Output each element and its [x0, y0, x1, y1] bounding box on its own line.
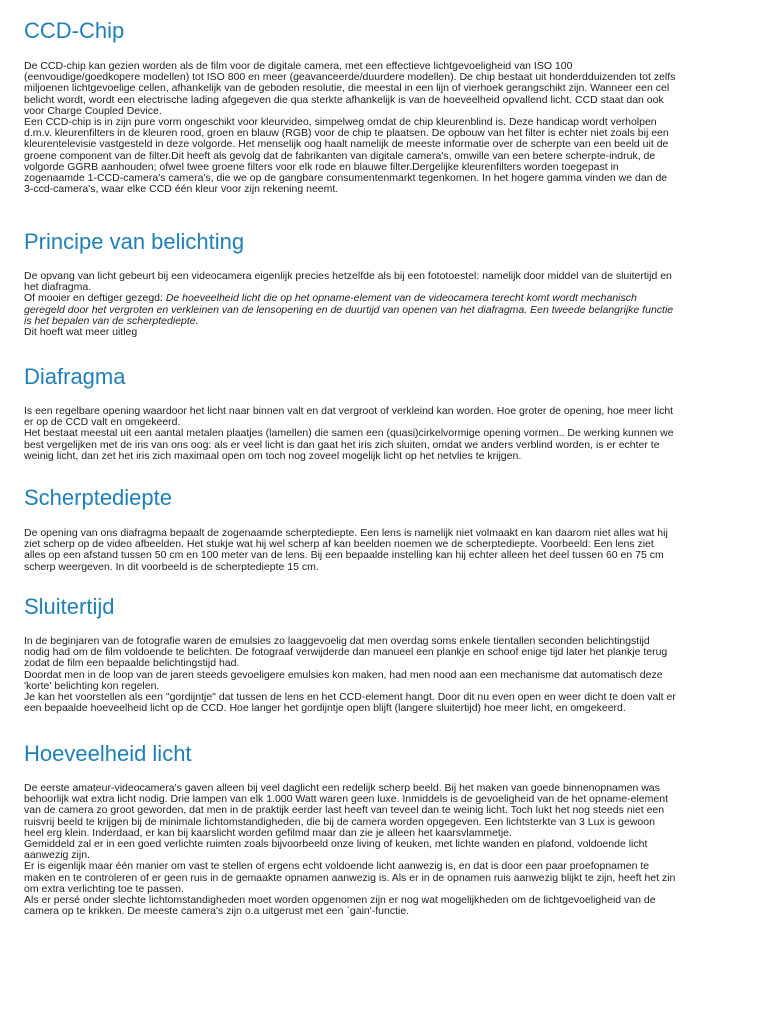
section-body-ccd-chip — [24, 61, 752, 195]
paragraph-line: volgorde GGRB aanhouden; ofwel twee groene filters voor elk rode en blauwe filter.Dergelijke kleurenfilters worden toegepast in — [24, 160, 619, 173]
paragraph-line: weinig licht, dan zet het iris zich maximaal open om toch nog zoveel mogelijk licht op het netvlies te krijgen. — [24, 449, 522, 462]
paragraph-text: Of mooier en deftiger gezegd: — [24, 292, 166, 305]
section-heading-ccd-chip: CCD-Chip — [24, 18, 125, 43]
paragraph-line: De eerste amateur-videocamera's gaven alleen bij veel daglicht een redelijk scherp beeld. Bij het maken van goede binnenopnamen was — [24, 782, 660, 794]
paragraph-line: Gemiddeld zal er in een goed verlichte ruimten zoals bijvoorbeeld onze living of keuken, met lichte wanden en plafond, voldoende licht — [24, 837, 648, 850]
section-heading-hoeveelheid-licht: Hoeveelheid licht — [24, 741, 192, 766]
paragraph-line: best vergelijken met de iris van ons oog: als er veel licht is dan gaat het iris zich sluiten, omdat we anders verblind worden, is er echter te — [24, 438, 660, 451]
paragraph-line: belicht wordt, wordt een electrische lading afgegeven die qua sterkte afhankelijk is van de hoeveelheid opvallend licht. CCD staat dan ook — [24, 93, 664, 106]
paragraph-line: Het bestaat meestal uit een aantal metalen plaatjes (lamellen) die samen een (quasi)cirkelvormige opening vormen.. De werking kunnen we — [24, 427, 674, 440]
paragraph-line: nodig had om de film voldoende te belichten. De fotograaf verwijderde dan manueel een plankje en schoof enige tijd later het plankje terug — [24, 646, 668, 659]
paragraph-line: De CCD-chip kan gezien worden als de film voor de digitale camera, met een effectieve lichtgevoeligheid van ISO 100 — [24, 60, 573, 72]
section-heading-diafragma: Diafragma — [24, 364, 126, 389]
paragraph-line: Dit hoeft wat meer uitleg — [24, 325, 138, 338]
section-heading-sluitertijd: Sluitertijd — [24, 594, 115, 619]
paragraph-line: Is een regelbare opening waardoor het licht naar binnen valt en dat vergroot of verkleind kan worden. Hoe groter de opening, hoe meer licht — [24, 405, 674, 417]
paragraph-line: kleurentelevisie vastgesteld in deze volgorde. Het menselijk oog haalt namelijk de meeste informatie over de scherpte van een beeld uit de — [24, 138, 669, 151]
paragraph-line: een bepaalde hoeveelheid licht op de CCD. Hoe langer het gordijntje open blijft (langere sluitertijd) hoe meer licht, en omgekeerd. — [24, 702, 626, 715]
paragraph-line: Je kan het voorstellen als een "gordijntje" dat tussen de lens en het CCD-element hangt. Door dit nu even open en weer dicht te doen valt er — [24, 690, 676, 703]
paragraph-line: d.m.v. kleurenfilters in de kleuren rood, groen en blauw (RGB) voor de chip te plaatsen. De opbouw van het filter is echter niet zoals bij een — [24, 127, 669, 140]
paragraph-line: De opvang van licht gebeurt bij een videocamera eigenlijk precies hetzelfde als bij een fototoestel: namelijk door middel van de sluitertijd en — [24, 270, 672, 282]
paragraph-line: De opening van ons diafragma bepaalt de zogenaamde scherptediepte. Een lens is namelijk niet volmaakt en kan daarom niet alles wat hij — [24, 527, 668, 539]
italic-quote-line: geregeld door het vergroten en verkleinen van de lensopening en de duurtijd van openen van het diafragma. Een tweede belangrijke functie — [24, 303, 674, 316]
paragraph-line: er op de CCD valt en omgekeerd. — [24, 416, 181, 429]
section-body-principe-van-belichting — [24, 271, 752, 338]
paragraph-line: ziet scherp op de video afbeelden. Het stukje wat hij wel scherp af kan beelden noemen we de scherptediepte. Voorbeeld: Een lens ziet — [24, 538, 654, 551]
section-body-hoeveelheid-licht — [24, 783, 752, 917]
paragraph-line: (eenvoudige/goedkopere modellen) tot ISO 800 en meer (geavanceerde/duurdere modellen). De chip bestaat uit honderdduizenden tot zelfs — [24, 71, 676, 84]
paragraph-line: van de camera zo groot geworden, dat men in de praktijk eerder last heeft van teveel dan te weinig licht. Toch lukt het nog steeds niet een — [24, 804, 665, 817]
paragraph-line: om extra verlichting toe te passen. — [24, 882, 184, 895]
paragraph-line: Als er persé onder slechte lichtomstandigheden moet worden opgenomen zijn er nog wat mogelijkheden om de lichtgevoeligheid van de — [24, 893, 656, 906]
section-body-diafragma — [24, 406, 752, 462]
paragraph-line: Er is eigenlijk maar één manier om vast te stellen of ergens echt voldoende licht aanwezig is, en dat is door een paar proefopnamen te — [24, 860, 650, 873]
section-body-scherptediepte — [24, 528, 752, 573]
italic-quote: De hoeveelheid licht die op het opname-element van de videocamera terecht komt wordt mechanisch — [165, 292, 637, 305]
section-body-sluitertijd — [24, 636, 752, 714]
paragraph-line-mixed — [24, 293, 752, 304]
paragraph-line: camera op te krikken. De meeste camera's zijn o.a uitgerust met een `gain'-functie. — [24, 905, 410, 918]
paragraph-line: heel erg klein. Inderdaad, er kan bij kaarslicht worden gefilmd maar dan zie je alleen het kaarsvlammetje. — [24, 826, 512, 839]
paragraph-line: zodat de film een bepaalde belichtingstijd had. — [24, 657, 240, 670]
paragraph-line: 'korte' belichting kon regelen. — [24, 679, 160, 692]
paragraph-line: maken en te controleren of er geen ruis in de gemaakte opnamen aanwezig is. Als er in de opnamen ruis aanwezig blijkt te zijn, heeft het zin — [24, 871, 676, 884]
paragraph-line: zogenaamde 1-CCD-camera's camera's, die we op de gangbare consumentenmarkt tegenkomen. In het hogere gamma vinden we dan de — [24, 171, 668, 184]
paragraph-line: Een CCD-chip is in zijn pure vorm ongeschikt voor kleurvideo, simpelweg omdat de chip kleurenblind is. Deze handicap wordt verholpen — [24, 115, 657, 128]
section-heading-principe-van-belichting: Principe van belichting — [24, 229, 245, 254]
paragraph-line: 3-ccd-camera's, waar elke CCD één kleur voor zijn rekening neemt. — [24, 183, 339, 196]
paragraph-line: scherp weergeven. In dit voorbeeld is de scherptediepte 15 cm. — [24, 560, 319, 573]
section-heading-scherptediepte: Scherptediepte — [24, 485, 172, 510]
paragraph-line: miljoenen lichtgevoelige cellen, afhankelijk van de geboden resolutie, die meestal in een lijn of vierhoek gerangschikt zijn. Wanneer een cel — [24, 82, 670, 95]
paragraph-line: aanwezig zijn. — [24, 849, 90, 862]
italic-quote-line: is het bepalen van de scherptediepte. — [24, 314, 199, 327]
paragraph-line: voor Charge Coupled Device. — [24, 104, 162, 117]
paragraph-line: In de beginjaren van de fotografie waren de emulsies zo laaggevoelig dat men overdag soms enkele tientallen seconden belichtingstijd — [24, 635, 650, 647]
paragraph-line: Doordat men in de loop van de jaren steeds gevoeligere emulsies kon maken, had men nood aan een mechanisme dat automatisch deze — [24, 668, 663, 681]
paragraph-line: het diafragma. — [24, 281, 92, 294]
paragraph-line: groene component van de filter.Dit heeft als gevolg dat de fabrikanten van digitale camera's, omwille van een betere scherpte-indruk, de — [24, 149, 656, 162]
paragraph-line: alles op een afstand tussen 50 cm en 100 meter van de lens. Bij een bepaalde instelling kan hij echter alleen het deel tussen 60 en 75 cm — [24, 549, 664, 562]
paragraph-line: behoorlijk wat extra licht nodig. Drie lampen van elk 1.000 Watt waren geen luxe. Inmiddels is de gevoeligheid van de het opname-element — [24, 793, 668, 806]
paragraph-line: ruisvrij beeld te krijgen bij de minimale lichtomstandigheden, die bij de camera worden opgegeven. Een lichtsterkte van 3 Lux is gewoon — [24, 815, 655, 828]
